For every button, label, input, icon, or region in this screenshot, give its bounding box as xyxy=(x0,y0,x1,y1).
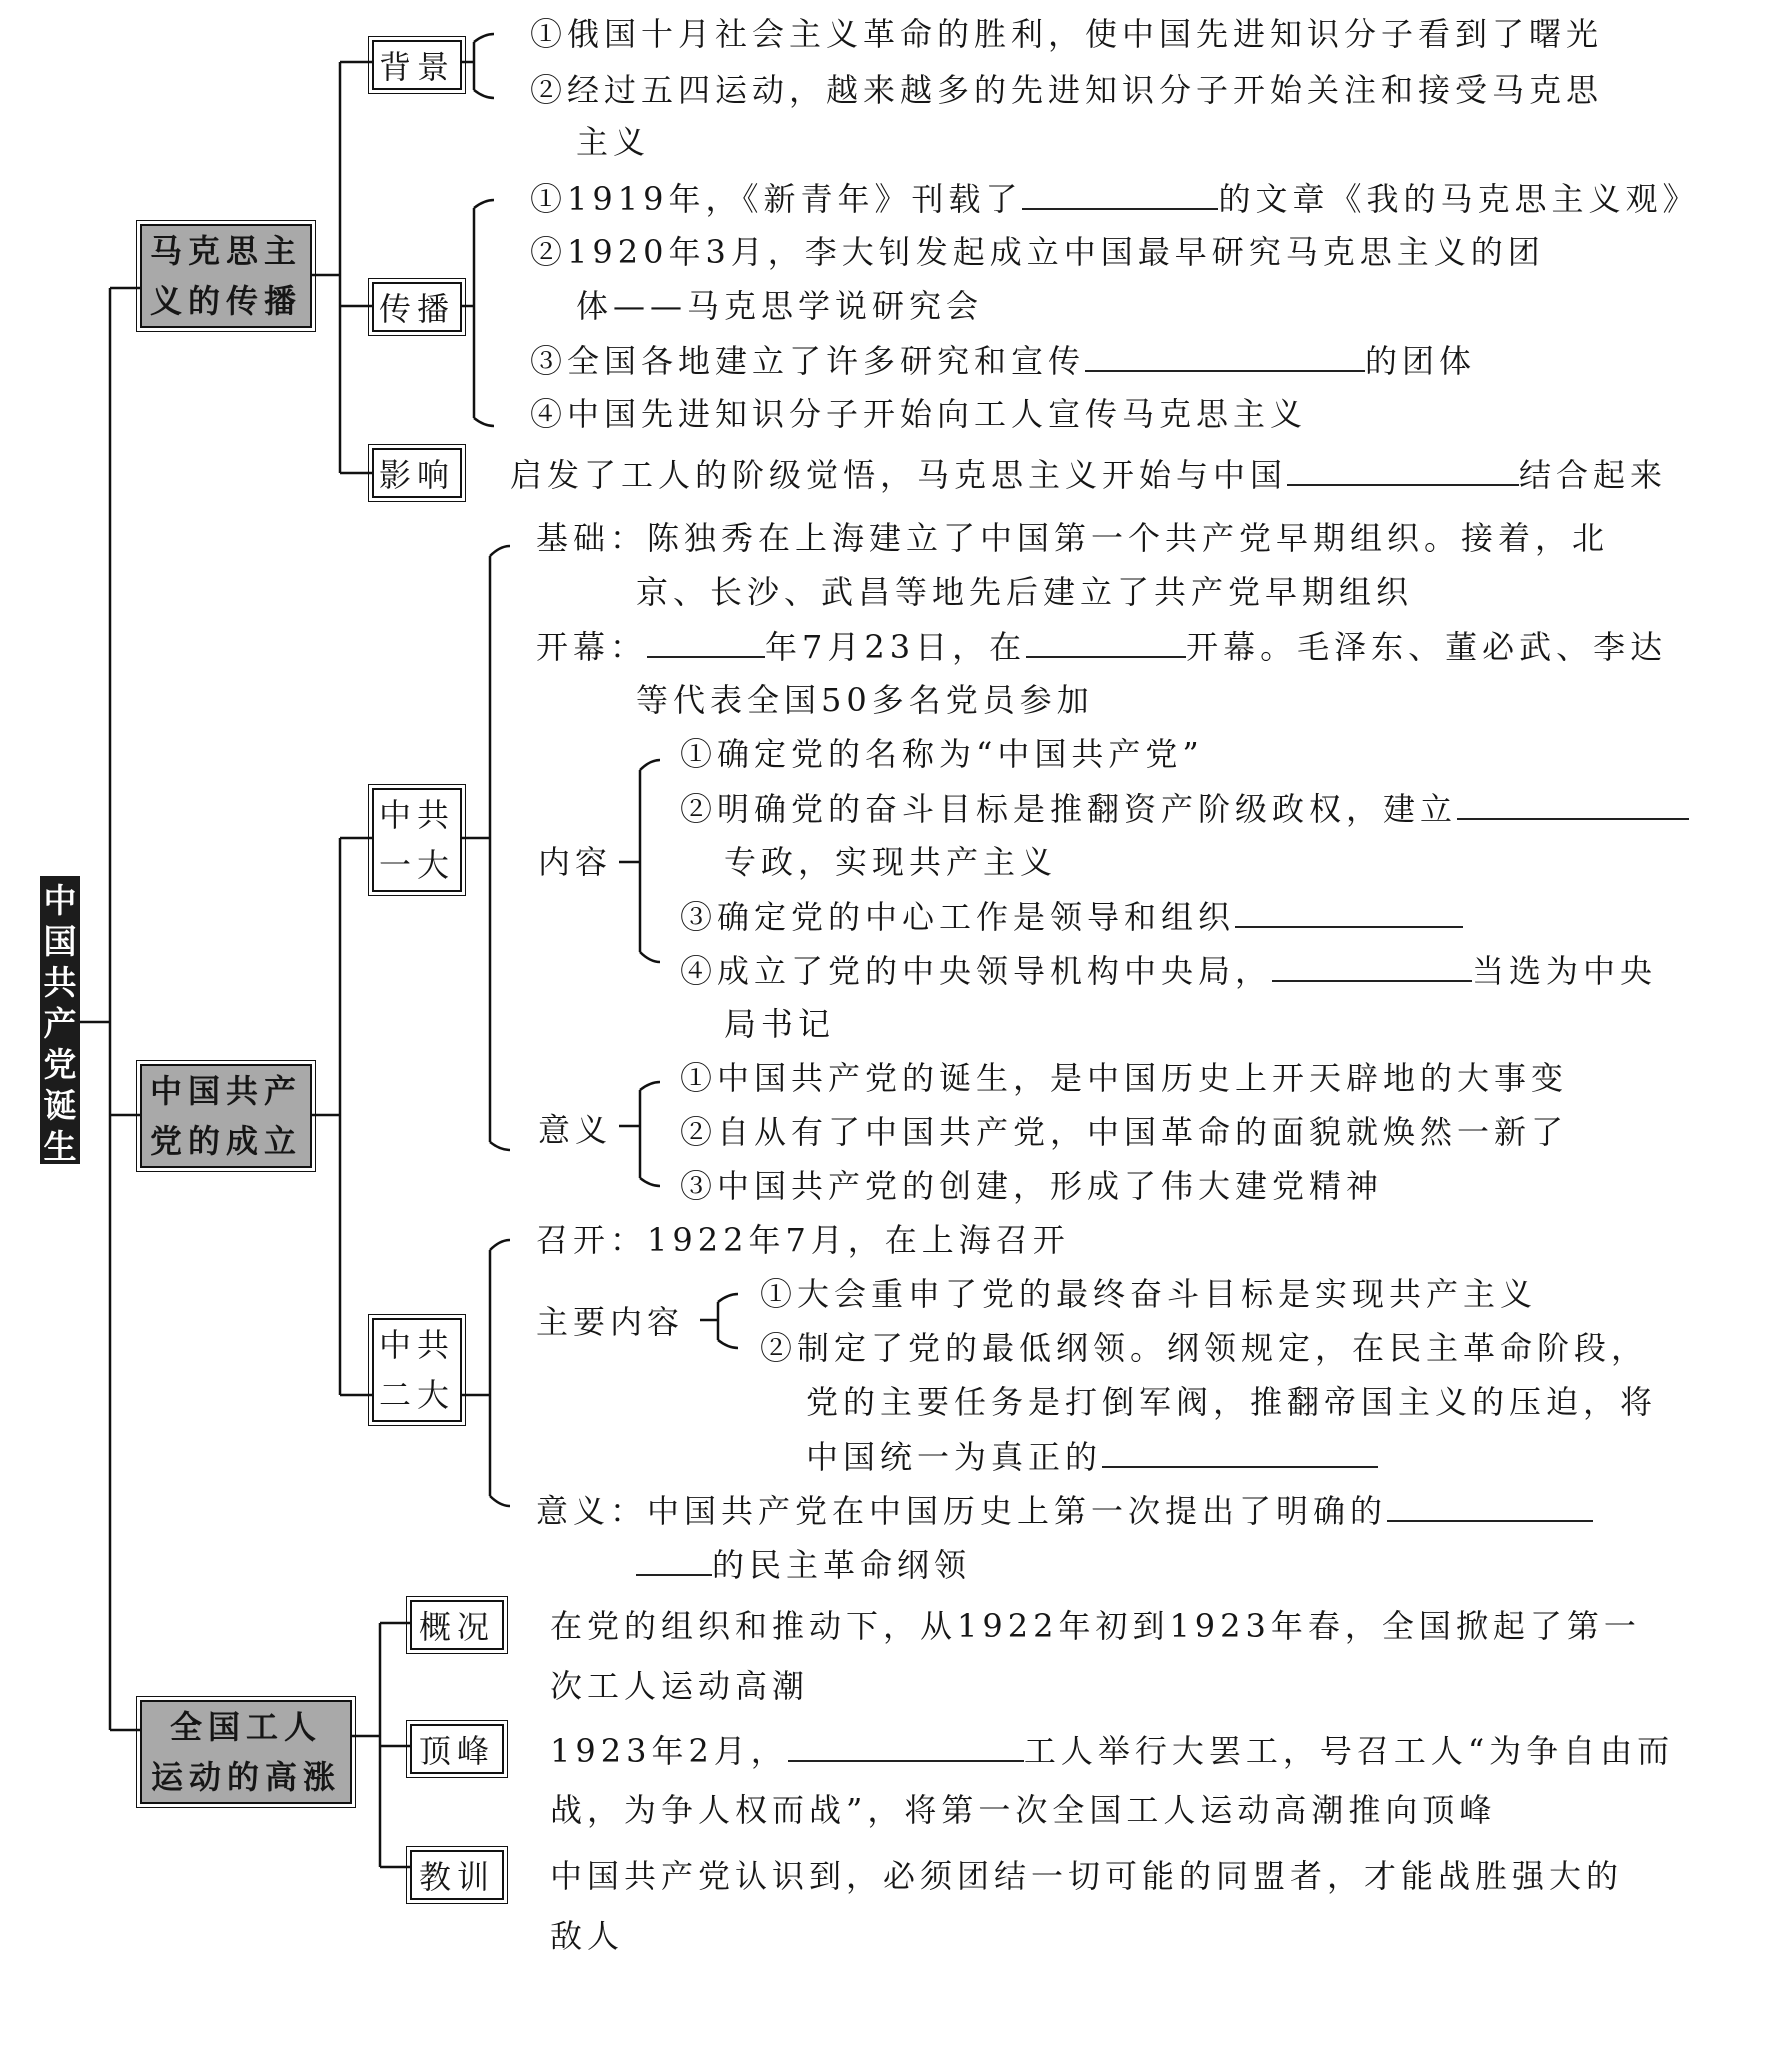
background-item-1: ①俄国十月社会主义革命的胜利，使中国先进知识分子看到了曙光 xyxy=(530,15,1604,53)
spread-item-3: ③全国各地建立了许多研究和宣传 的团体 xyxy=(530,342,1477,380)
peak-line-1: 1923年2月， 工人举行大罢工，号召工人“为争自由而 xyxy=(550,1732,1675,1770)
label-first-congress: 中共 一大 xyxy=(372,788,462,892)
label-peak: 顶峰 xyxy=(410,1724,504,1774)
first-meaning-2: ②自从有了中国共产党，中国革命的面貌就焕然一新了 xyxy=(680,1113,1569,1151)
root-title-text: 中国共产党诞生 xyxy=(43,881,77,1166)
label-second-congress: 中共 二大 xyxy=(372,1318,462,1422)
first-basis-1: 基础：陈独秀在上海建立了中国第一个共产党早期组织。接着，北 xyxy=(536,519,1610,557)
second-main-2: ②制定了党的最低纲领。纲领规定，在民主革命阶段， xyxy=(760,1329,1649,1367)
background-item-2: ②经过五四运动，越来越多的先进知识分子开始关注和接受马克思 xyxy=(530,71,1604,109)
spread-item-2b: 体——马克思学说研究会 xyxy=(576,287,984,325)
first-meaning-label: 意义 xyxy=(538,1111,613,1149)
background-item-3: 主义 xyxy=(576,123,651,161)
fill-blank[interactable] xyxy=(1457,788,1689,820)
first-content-4b: 局书记 xyxy=(724,1005,836,1043)
second-main-2b: 党的主要任务是打倒军阀，推翻帝国主义的压迫，将 xyxy=(806,1383,1658,1421)
fill-blank[interactable] xyxy=(1022,178,1218,210)
overview-line-2: 次工人运动高潮 xyxy=(550,1667,810,1705)
first-content-4: ④成立了党的中央领导机构中央局， 当选为中央 xyxy=(680,952,1658,990)
second-meaning-2: 的民主革命纲领 xyxy=(636,1544,971,1585)
fill-blank[interactable] xyxy=(1387,1490,1593,1522)
fill-blank[interactable] xyxy=(1287,454,1519,486)
root-title xyxy=(40,876,80,1164)
fill-blank[interactable] xyxy=(636,1544,712,1576)
fill-blank[interactable] xyxy=(1102,1436,1378,1468)
second-meaning-1: 意义：中国共产党在中国历史上第一次提出了明确的 xyxy=(536,1490,1593,1531)
influence-text: 启发了工人的阶级觉悟，马克思主义开始与中国 结合起来 xyxy=(510,456,1668,494)
label-spread: 传播 xyxy=(372,282,462,332)
second-main-label: 主要内容 xyxy=(536,1303,685,1341)
spread-item-2: ②1920年3月，李大钊发起成立中国最早研究马克思主义的团 xyxy=(530,233,1545,271)
fill-blank[interactable] xyxy=(1026,626,1186,658)
fill-blank[interactable] xyxy=(1235,896,1463,928)
overview-line-1: 在党的组织和推动下，从1922年初到1923年春，全国掀起了第一 xyxy=(550,1607,1641,1645)
first-opening-2: 等代表全国50多名党员参加 xyxy=(636,681,1094,719)
label-influence: 影响 xyxy=(372,448,462,498)
fill-blank[interactable] xyxy=(647,626,765,658)
first-basis-2: 京、长沙、武昌等地先后建立了共产党早期组织 xyxy=(636,573,1414,611)
second-main-2c: 中国统一为真正的 xyxy=(806,1436,1378,1477)
first-content-3: ③确定党的中心工作是领导和组织 xyxy=(680,896,1463,937)
first-meaning-3: ③中国共产党的创建，形成了伟大建党精神 xyxy=(680,1167,1384,1205)
peak-line-2: 战，为争人权而战”，将第一次全国工人运动高潮推向顶峰 xyxy=(550,1791,1497,1829)
lesson-line-2: 敌人 xyxy=(550,1917,625,1955)
second-convene: 召开：1922年7月，在上海召开 xyxy=(536,1221,1070,1259)
label-background: 背景 xyxy=(372,40,462,90)
fill-blank[interactable] xyxy=(788,1730,1024,1762)
fill-blank[interactable] xyxy=(1085,340,1365,372)
node-party-founding: 中国共产 党的成立 xyxy=(140,1064,312,1168)
label-lesson: 教训 xyxy=(410,1850,504,1900)
second-main-1: ①大会重申了党的最终奋斗目标是实现共产主义 xyxy=(760,1275,1538,1313)
fill-blank[interactable] xyxy=(1272,950,1472,982)
first-content-2: ②明确党的奋斗目标是推翻资产阶级政权，建立 xyxy=(680,788,1689,829)
node-marxism-spread: 马克思主 义的传播 xyxy=(140,224,312,328)
spread-item-1: ①1919年，《新青年》刊载了 的文章《我的马克思主义观》 xyxy=(530,180,1700,218)
spread-item-4: ④中国先进知识分子开始向工人宣传马克思主义 xyxy=(530,395,1308,433)
node-labor-movement: 全国工人 运动的高涨 xyxy=(140,1700,352,1804)
first-content-label: 内容 xyxy=(538,843,613,881)
first-meaning-1: ①中国共产党的诞生，是中国历史上开天辟地的大事变 xyxy=(680,1059,1569,1097)
label-overview: 概况 xyxy=(410,1600,504,1650)
first-content-2b: 专政，实现共产主义 xyxy=(724,843,1058,881)
first-content-1: ①确定党的名称为“中国共产党” xyxy=(680,735,1204,773)
lesson-line-1: 中国共产党认识到，必须团结一切可能的同盟者，才能战胜强大的 xyxy=(550,1857,1624,1895)
first-opening-1: 开幕： 年7月23日，在 开幕。毛泽东、董必武、李达 xyxy=(536,628,1668,666)
